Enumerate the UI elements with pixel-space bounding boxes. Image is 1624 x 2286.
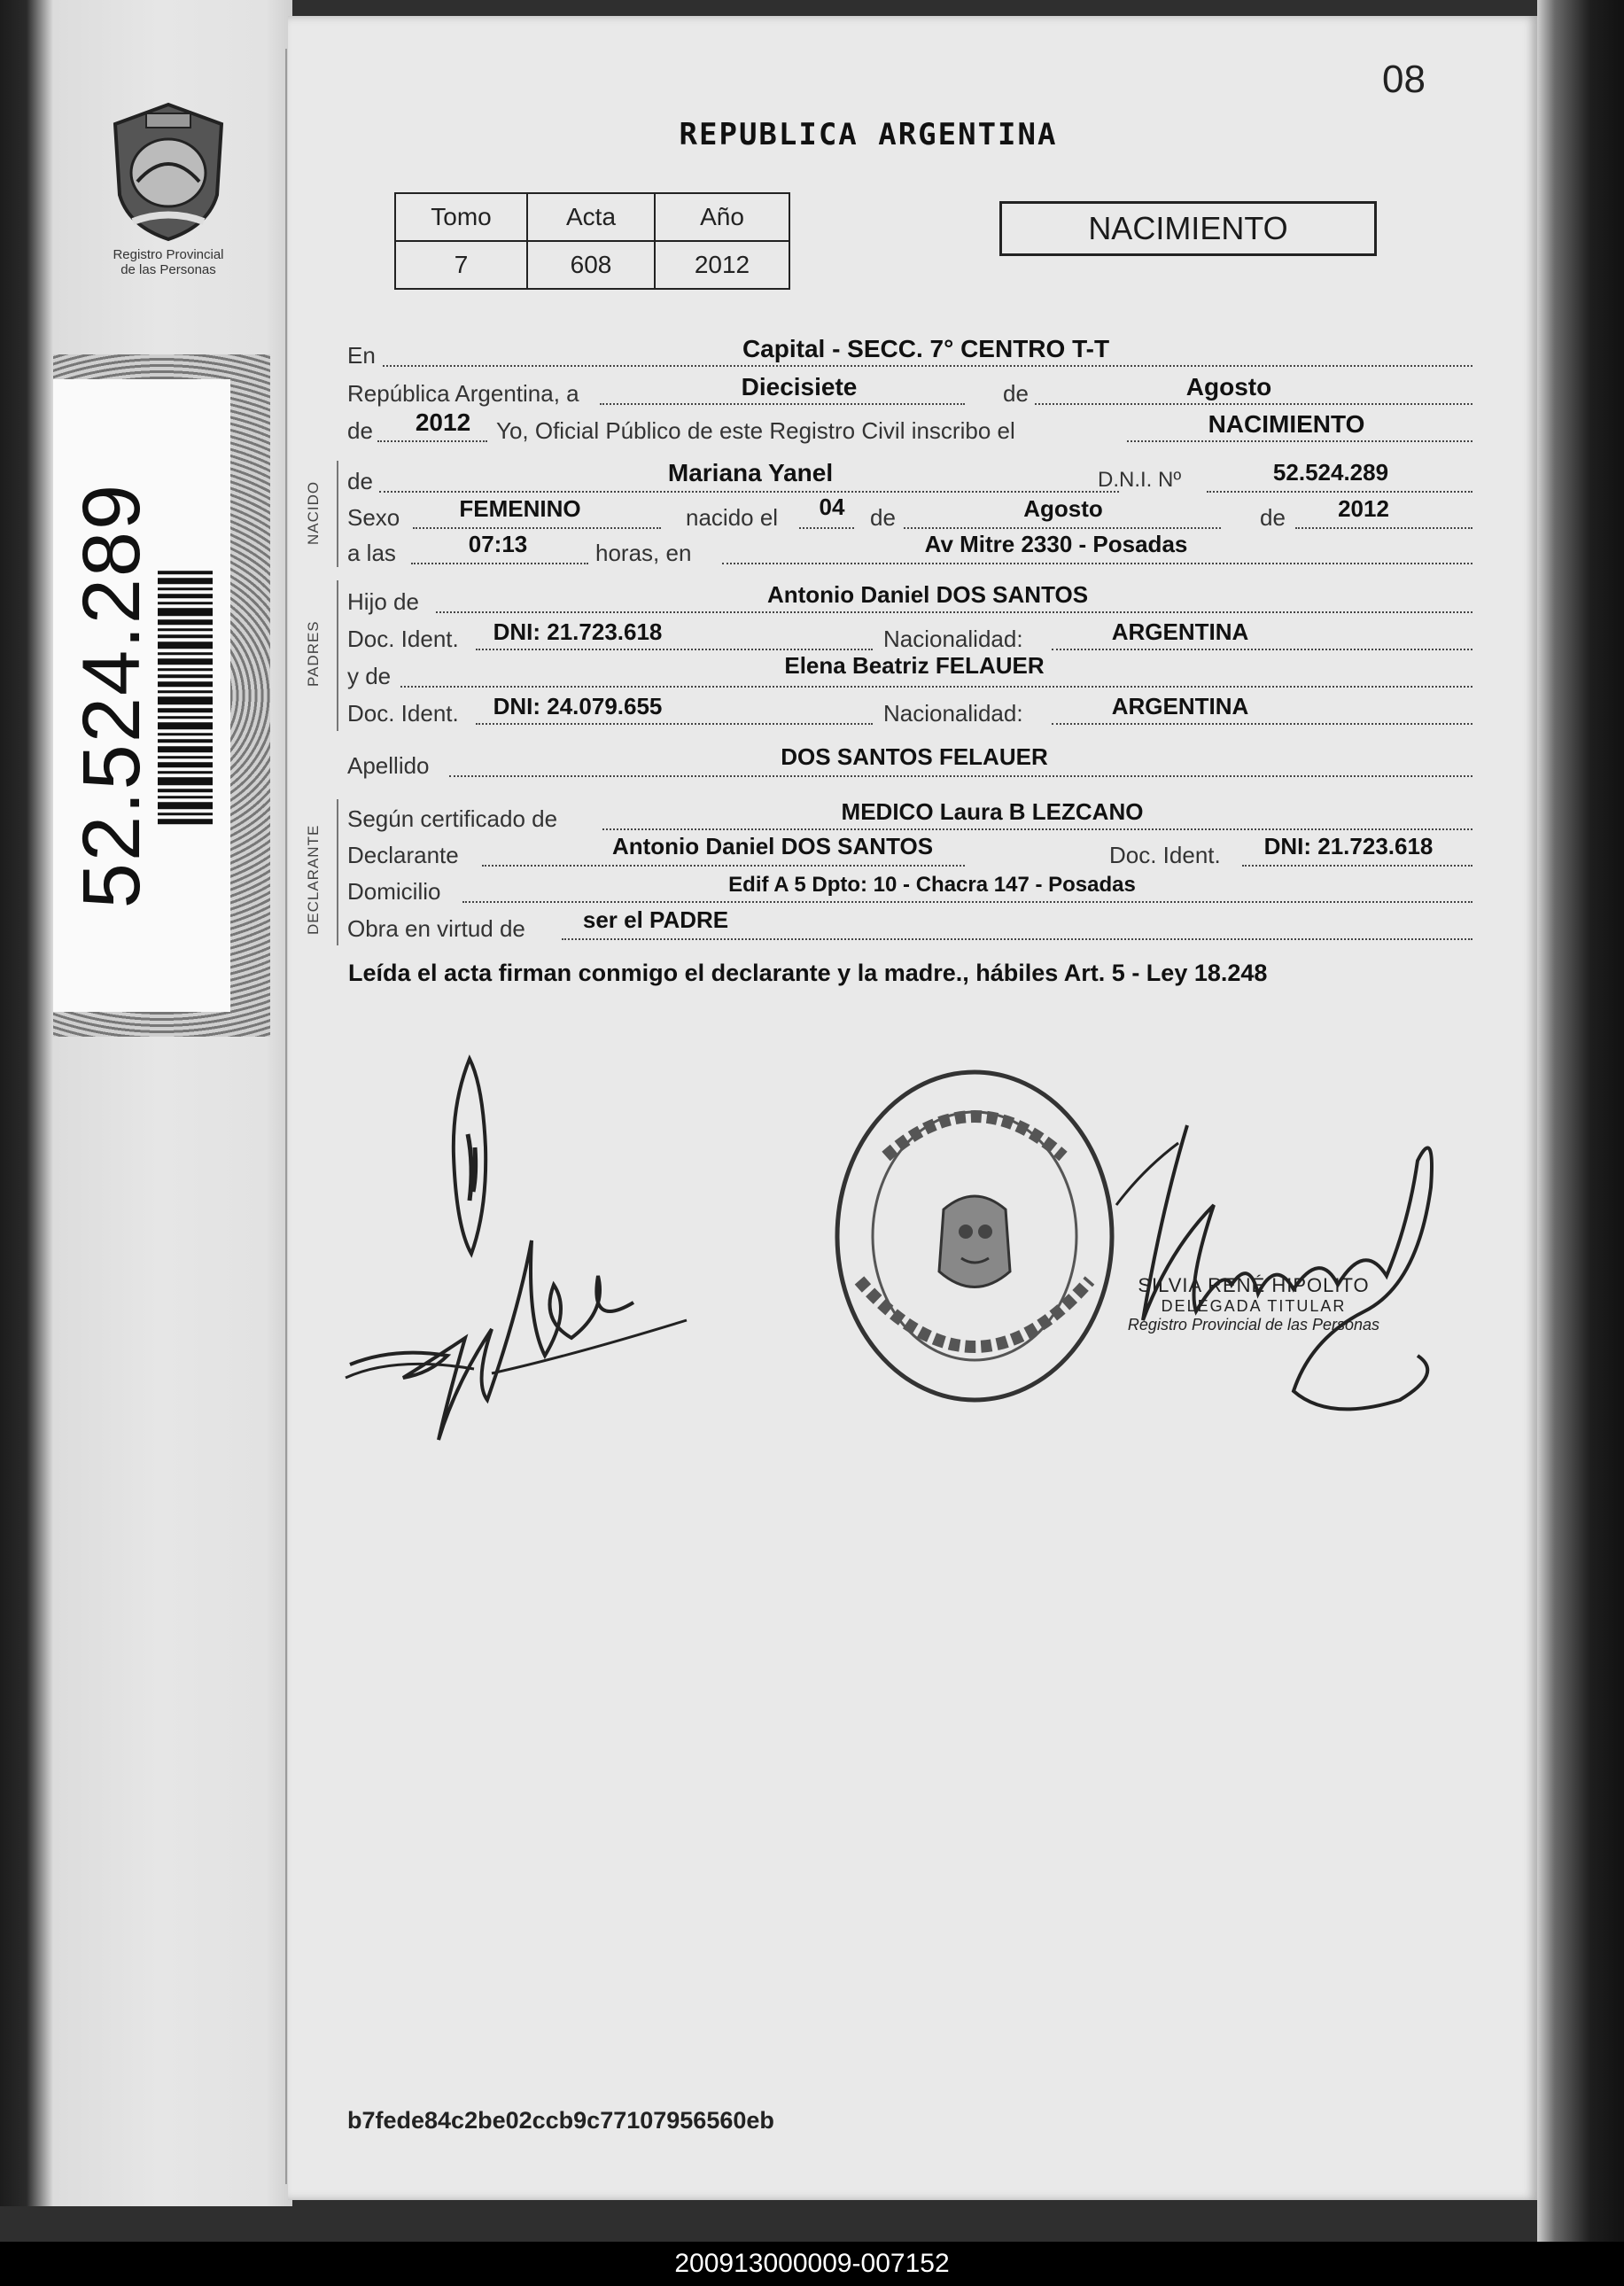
document-hash: b7fede84c2be02ccb9c77107956560eb xyxy=(347,2107,774,2134)
value-declarant: Antonio Daniel DOS SANTOS xyxy=(611,833,934,859)
label-domicilio: Domicilio xyxy=(347,878,441,905)
coat-of-arms-icon xyxy=(102,97,235,244)
label-nat-father: Nacionalidad: xyxy=(883,626,1023,652)
value-obra: ser el PADRE xyxy=(582,906,729,933)
value-mother: Elena Beatriz FELAUER xyxy=(784,652,1045,679)
value-address: Edif A 5 Dpto: 10 - Chacra 147 - Posadas xyxy=(728,873,1136,897)
value-year: 2012 xyxy=(415,408,471,436)
label-declarante: Declarante xyxy=(347,842,459,868)
page-number: 08 xyxy=(1382,58,1426,101)
closing-text: Leída el acta firman conmigo el declarante y la madre., hábiles Art. 5 - Ley 18.248 xyxy=(348,960,1268,986)
margin-rule xyxy=(285,49,287,2184)
label-doc-declarant: Doc. Ident. xyxy=(1109,842,1221,868)
label-obra: Obra en virtud de xyxy=(347,915,525,942)
label-republica: República Argentina, a xyxy=(347,380,579,407)
value-birth-month: Agosto xyxy=(1023,495,1103,522)
value-birth-day: 04 xyxy=(819,494,845,520)
value-mother-nat: ARGENTINA xyxy=(1111,693,1249,719)
value-anio: 2012 xyxy=(655,241,789,289)
section-declarante: DECLARANTE xyxy=(305,824,322,935)
official-block xyxy=(1112,1274,1395,1334)
label-horas: horas, en xyxy=(595,540,692,566)
official-name: SILVIA RENÉ HIPOLITO xyxy=(1138,1274,1370,1296)
barcode-label xyxy=(53,379,230,1012)
official-stamp xyxy=(824,1059,1125,1413)
label-alas: a las xyxy=(347,540,396,566)
value-event: NACIMIENTO xyxy=(1208,410,1365,438)
label-doc-father: Doc. Ident. xyxy=(347,626,459,652)
value-father-nat: ARGENTINA xyxy=(1111,618,1249,645)
label-yde: y de xyxy=(347,663,392,689)
register-table xyxy=(394,192,790,290)
label-nat-mother: Nacionalidad: xyxy=(883,700,1023,727)
left-page-margin xyxy=(0,0,292,2206)
value-sexo: FEMENINO xyxy=(459,495,581,522)
value-birth-year: 2012 xyxy=(1338,495,1389,522)
value-child-name: Mariana Yanel xyxy=(667,459,834,486)
official-signature xyxy=(1081,1108,1453,1435)
value-acta: 608 xyxy=(527,241,655,289)
section-padres: PADRES xyxy=(305,620,322,687)
footer-id: 200913000009-007152 xyxy=(0,2242,1624,2286)
value-day: Diecisiete xyxy=(741,373,858,400)
official-role: DELEGADA TITULAR xyxy=(1161,1297,1347,1315)
barcode-bars xyxy=(158,567,213,824)
registry-name: Registro Provincial de las Personas xyxy=(113,247,224,277)
value-mother-doc: DNI: 24.079.655 xyxy=(493,693,663,719)
label-de-name: de xyxy=(347,468,373,494)
label-dni: D.N.I. Nº xyxy=(1098,468,1182,492)
label-de2: de xyxy=(347,417,373,444)
country-title: REPUBLICA ARGENTINA xyxy=(679,117,1058,152)
value-father: Antonio Daniel DOS SANTOS xyxy=(766,581,1089,608)
declarant-signature xyxy=(341,1223,704,1453)
label-hijo: Hijo de xyxy=(347,588,419,615)
header-acta: Acta xyxy=(527,193,655,241)
barcode-number: 52.524.289 xyxy=(66,482,157,909)
value-month: Agosto xyxy=(1185,373,1272,400)
barcode-tab xyxy=(53,354,270,1037)
value-time: 07:13 xyxy=(468,531,528,557)
label-de: de xyxy=(1003,380,1029,407)
label-apellido: Apellido xyxy=(347,752,430,779)
label-nacido: nacido el xyxy=(686,504,779,531)
label-en: En xyxy=(347,342,376,369)
value-father-doc: DNI: 21.723.618 xyxy=(493,618,663,645)
value-declarant-doc: DNI: 21.723.618 xyxy=(1263,833,1434,859)
value-place: Capital - SECC. 7° CENTRO T-T xyxy=(742,335,1110,362)
value-child-dni: 52.524.289 xyxy=(1272,459,1389,486)
value-tomo: 7 xyxy=(395,241,527,289)
value-apellido: DOS SANTOS FELAUER xyxy=(781,743,1048,770)
value-birth-place: Av Mitre 2330 - Posadas xyxy=(924,531,1188,557)
registry-emblem xyxy=(89,97,248,301)
label-sexo: Sexo xyxy=(347,504,400,531)
official-dept: Registro Provincial de las Personas xyxy=(1127,1316,1380,1334)
header-anio: Año xyxy=(655,193,789,241)
label-yo: Yo, Oficial Público de este Registro Civil inscribo el xyxy=(496,417,1015,444)
act-type-box: NACIMIENTO xyxy=(999,201,1377,256)
label-doc-mother: Doc. Ident. xyxy=(347,700,459,727)
label-de3: de xyxy=(870,504,896,531)
label-cert: Según certificado de xyxy=(347,805,558,832)
value-cert: MEDICO Laura B LEZCANO xyxy=(841,798,1144,825)
book-edge xyxy=(1537,0,1624,2242)
label-de4: de xyxy=(1260,504,1286,531)
header-tomo: Tomo xyxy=(395,193,527,241)
section-nacido: NACIDO xyxy=(305,480,322,545)
